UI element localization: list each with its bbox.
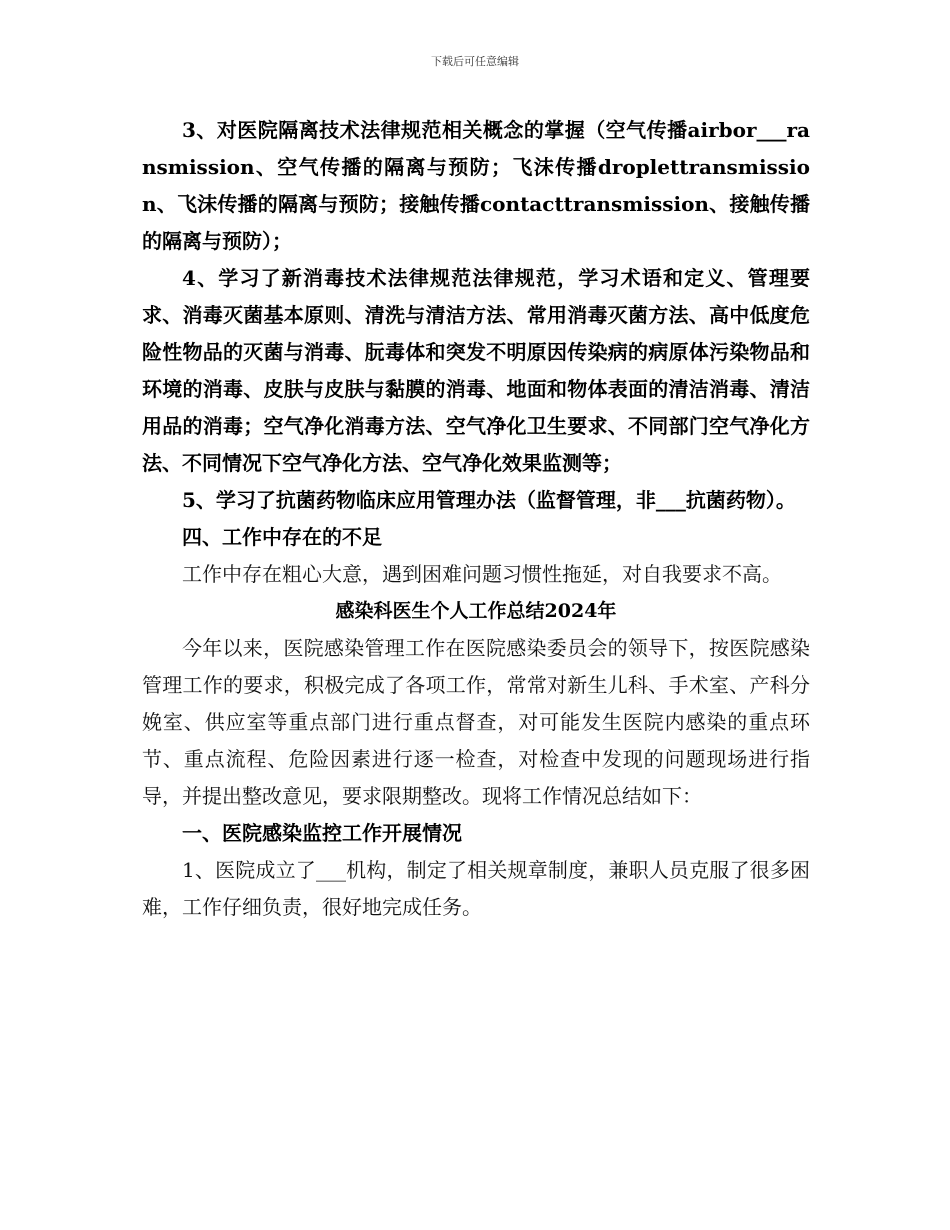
paragraph-shortcomings: 工作中存在粗心大意，遇到困难问题习惯性拖延，对自我要求不高。 [182,562,782,586]
paragraph-monitoring-item-1: 1、医院成立了___机构，制定了相关规章制度，兼职人员克服了很多困难，工作仔细负责，很好地完成任务。 [142,858,810,919]
section-heading-monitoring: 一、医院感染监控工作开展情况 [182,821,462,845]
paragraph-item-4: 4、学习了新消毒技术法律规范法律规范，学习术语和定义、管理要求、消毒灭菌基本原则、清洗与清洁方法、常用消毒灭菌方法、高中低度危险性物品的灭菌与消毒、朊毒体和突发不明原因传染病的病原体污染物品和环境的消毒、皮肤与皮肤与黏膜的消毒、地面和物体表面的清洁消毒、清洁用品的消毒；空气净化消毒方法、空气净化卫生要求、不同部门空气净化方法、不同情况下空气净化方法、空气净化效果监测等； [142,266,810,475]
paragraph-intro: 今年以来，医院感染管理工作在医院感染委员会的领导下，按医院感染管理工作的要求，积极完成了各项工作，常常对新生儿科、手术室、产科分娩室、供应室等重点部门进行重点督查，对可能发生医院内感染的重点环节、重点流程、危险因素进行逐一检查，对检查中发现的问题现场进行指导，并提出整改意见，要求限期整改。现将工作情况总结如下： [142,636,810,808]
section-heading-shortcomings: 四、工作中存在的不足 [182,525,382,549]
paragraph-item-5: 5、学习了抗菌药物临床应用管理办法（监督管理，非___抗菌药物）。 [182,488,796,512]
document-title: 感染科医生个人工作总结2024年 [335,600,617,622]
document-body [142,112,810,926]
paragraph-item-3: 3、对医院隔离技术法律规范相关概念的掌握（空气传播airbor___ransmission、空气传播的隔离与预防；飞沫传播droplettransmission、飞沫传播的隔离与预防；接触传播contacttransmission、接触传播的隔离与预防）； [142,118,810,253]
header-note: 下载后可任意编辑 [431,55,519,68]
